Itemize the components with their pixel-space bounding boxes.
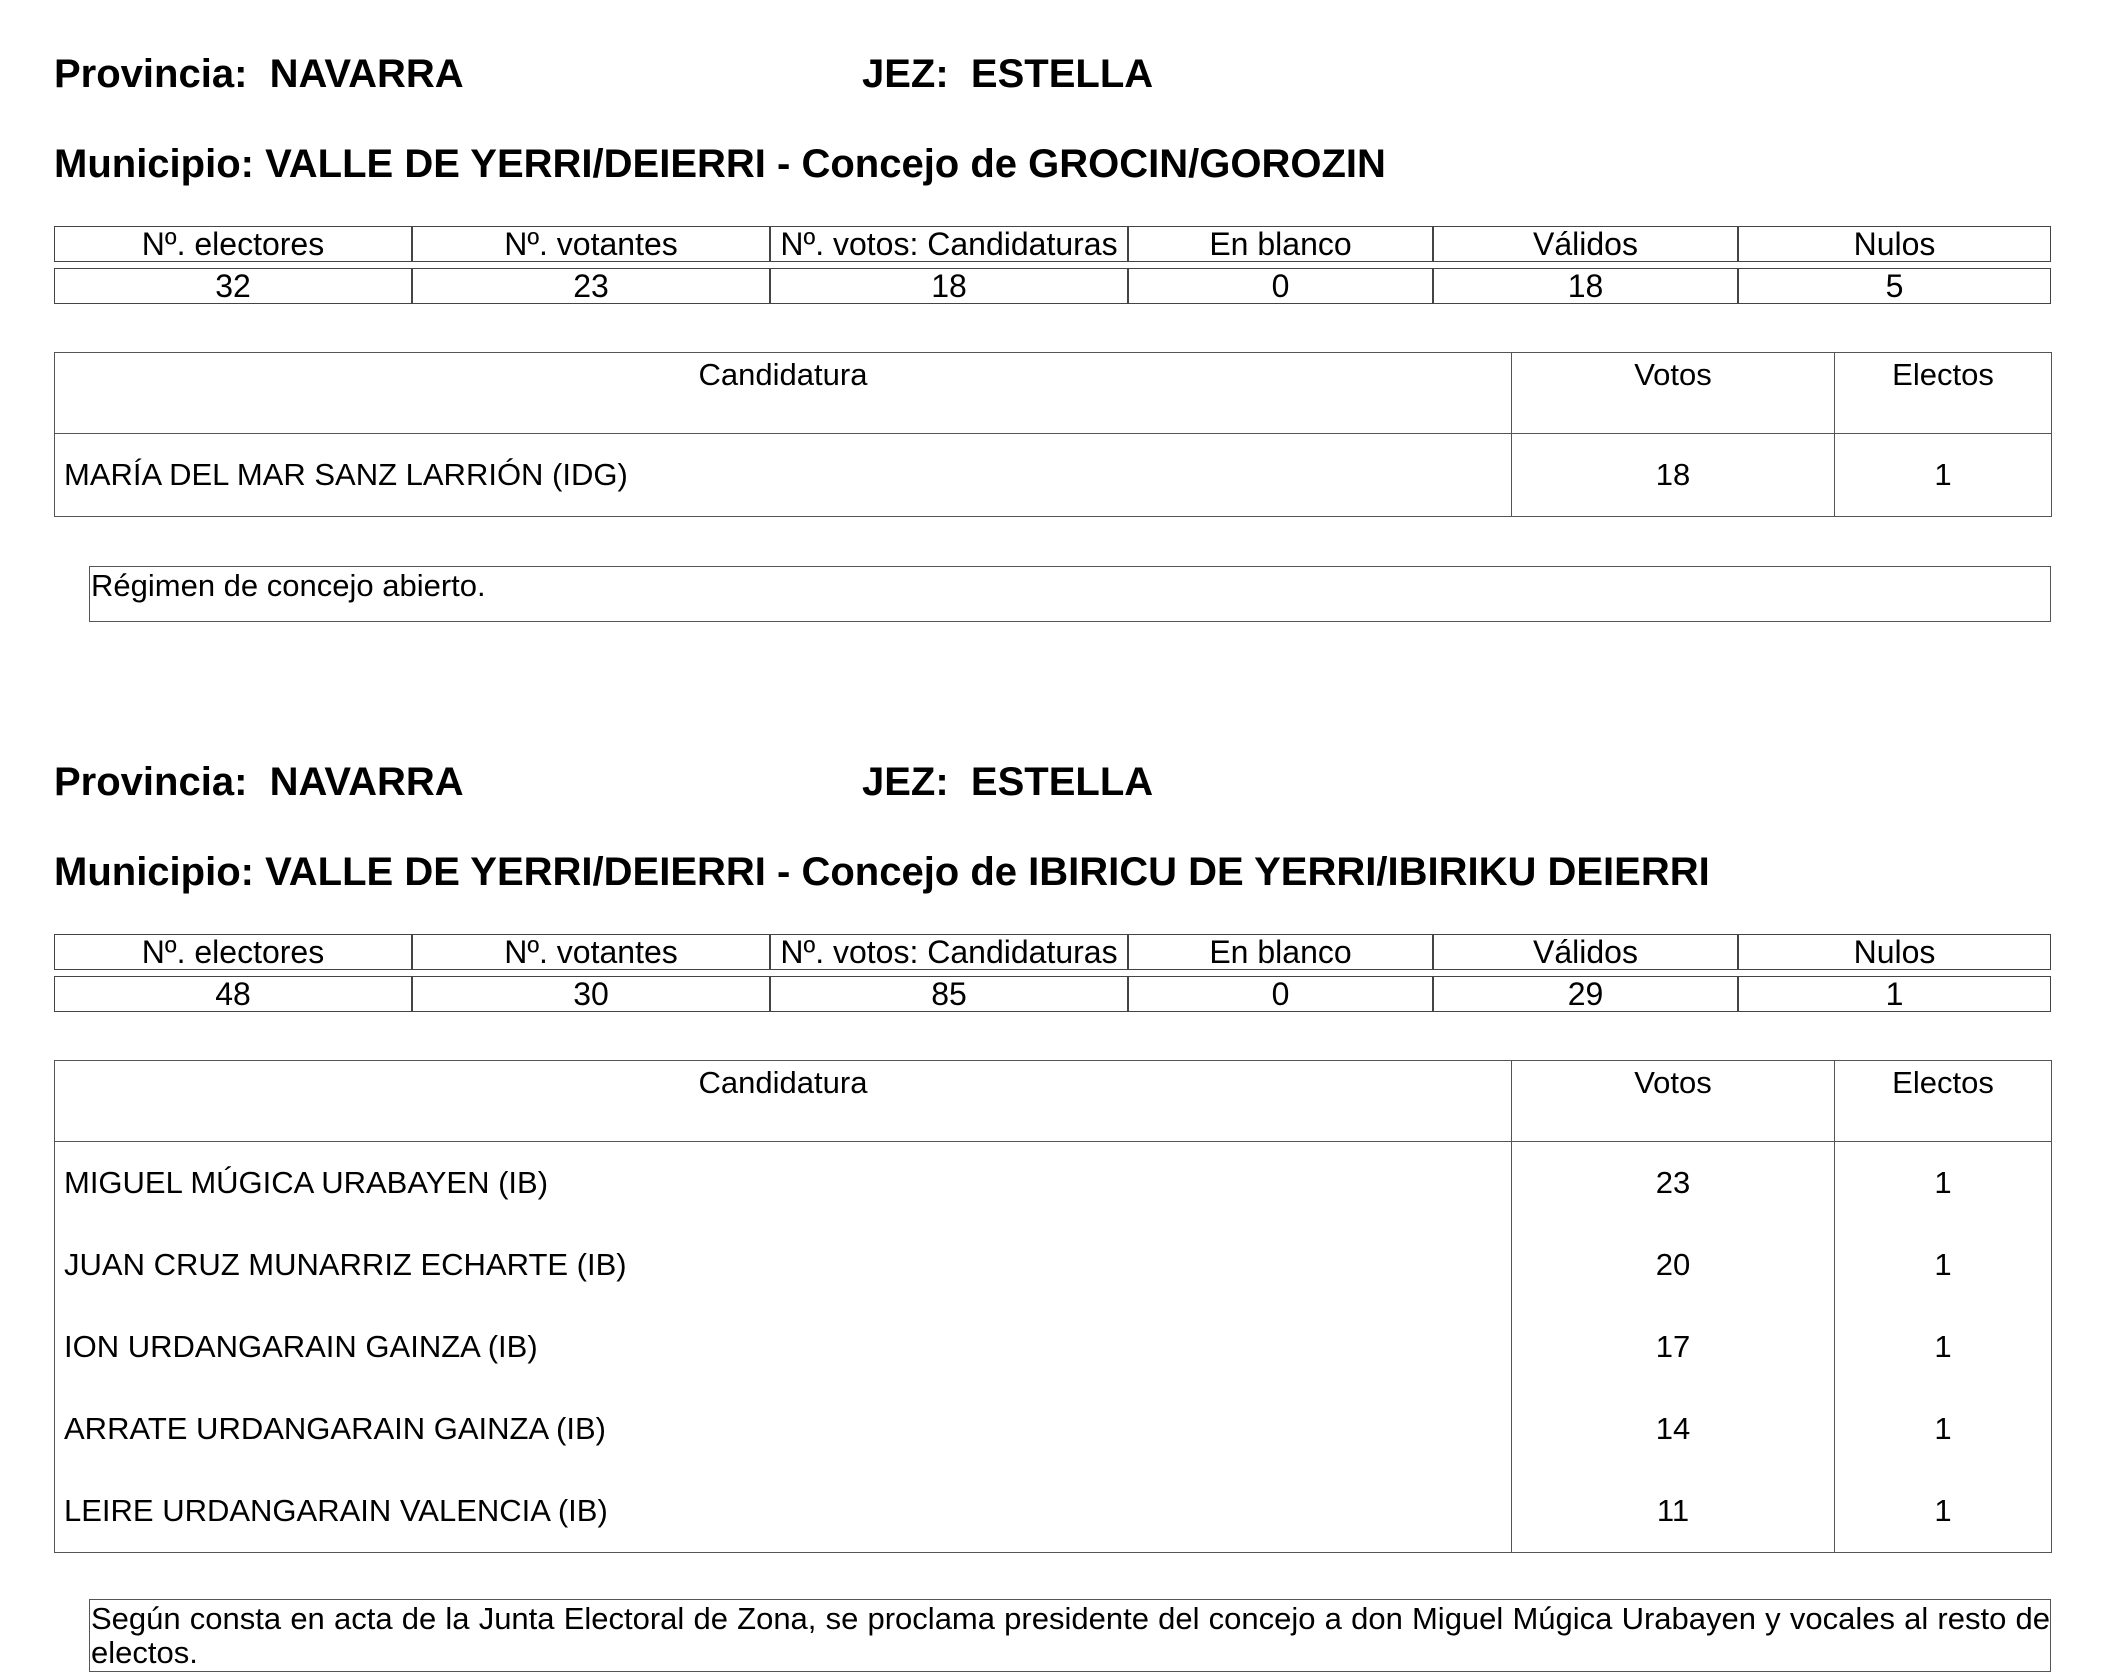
candidate-electos: 1 — [1835, 1470, 2052, 1553]
stats-value: 32 — [54, 268, 412, 304]
candidate-electos: 1 — [1835, 434, 2052, 517]
candidates-table — [54, 1060, 2052, 1553]
candidate-votos: 23 — [1512, 1142, 1835, 1225]
stats-header: Nº. electores — [54, 934, 412, 970]
provincia-label: Provincia: NAVARRA — [54, 52, 464, 96]
stats-value: 0 — [1128, 268, 1433, 304]
stats-header-row — [54, 934, 2051, 970]
candidate-name: ARRATE URDANGARAIN GAINZA (IB) — [55, 1388, 1512, 1470]
candidate-row — [55, 1388, 2052, 1470]
candidates-table — [54, 352, 2052, 517]
stats-table — [54, 226, 2051, 304]
stats-header: Nº. votos: Candidaturas — [770, 226, 1128, 262]
candidate-row — [55, 434, 2052, 517]
candidate-name: LEIRE URDANGARAIN VALENCIA (IB) — [55, 1470, 1512, 1553]
candidatura-header: Candidatura — [55, 1061, 1512, 1142]
candidate-row — [55, 1142, 2052, 1225]
candidates-header-row — [55, 1061, 2052, 1142]
stats-header: Nº. votantes — [412, 226, 770, 262]
jez-label: JEZ: ESTELLA — [862, 52, 1154, 96]
stats-header: Nulos — [1738, 934, 2051, 970]
stats-value: 18 — [1433, 268, 1738, 304]
electos-header: Electos — [1835, 353, 2052, 434]
provincia-label: Provincia: NAVARRA — [54, 760, 464, 804]
candidates-header-row — [55, 353, 2052, 434]
stats-value: 30 — [412, 976, 770, 1012]
candidate-name: MARÍA DEL MAR SANZ LARRIÓN (IDG) — [55, 434, 1512, 517]
votos-header: Votos — [1512, 1061, 1835, 1142]
municipio-title: Municipio: VALLE DE YERRI/DEIERRI - Concejo de IBIRICU DE YERRI/IBIRIKU DEIERRI — [54, 850, 1710, 894]
candidate-name: JUAN CRUZ MUNARRIZ ECHARTE (IB) — [55, 1224, 1512, 1306]
candidate-electos: 1 — [1835, 1224, 2052, 1306]
candidate-row — [55, 1306, 2052, 1388]
stats-value: 29 — [1433, 976, 1738, 1012]
votos-header: Votos — [1512, 353, 1835, 434]
candidate-votos: 11 — [1512, 1470, 1835, 1553]
stats-header: Válidos — [1433, 934, 1738, 970]
stats-header: En blanco — [1128, 934, 1433, 970]
concejo-section-ibiricu — [0, 708, 2126, 1670]
note-box: Según consta en acta de la Junta Electoral de Zona, se proclama presidente del concejo a don Miguel Múgica Urabayen y vocales al resto de electos. — [91, 1601, 2050, 1670]
candidate-votos: 14 — [1512, 1388, 1835, 1470]
stats-header: En blanco — [1128, 226, 1433, 262]
stats-value: 18 — [770, 268, 1128, 304]
stats-value: 23 — [412, 268, 770, 304]
stats-value: 1 — [1738, 976, 2051, 1012]
stats-header: Nulos — [1738, 226, 2051, 262]
stats-value: 5 — [1738, 268, 2051, 304]
candidate-name: MIGUEL MÚGICA URABAYEN (IB) — [55, 1142, 1512, 1225]
stats-value: 0 — [1128, 976, 1433, 1012]
note-box: Régimen de concejo abierto. — [89, 566, 2051, 622]
candidate-votos: 17 — [1512, 1306, 1835, 1388]
candidatura-header: Candidatura — [55, 353, 1512, 434]
candidate-votos: 18 — [1512, 434, 1835, 517]
stats-value-row — [54, 976, 2051, 1012]
candidate-row — [55, 1470, 2052, 1553]
candidate-votos: 20 — [1512, 1224, 1835, 1306]
candidate-electos: 1 — [1835, 1142, 2052, 1225]
stats-header: Nº. electores — [54, 226, 412, 262]
candidate-name: ION URDANGARAIN GAINZA (IB) — [55, 1306, 1512, 1388]
stats-value: 85 — [770, 976, 1128, 1012]
stats-header: Válidos — [1433, 226, 1738, 262]
stats-header: Nº. votantes — [412, 934, 770, 970]
candidate-row — [55, 1224, 2052, 1306]
stats-table — [54, 934, 2051, 1012]
concejo-section-grocin — [0, 0, 2126, 700]
stats-value-row — [54, 268, 2051, 304]
stats-header-row — [54, 226, 2051, 262]
candidate-electos: 1 — [1835, 1306, 2052, 1388]
jez-label: JEZ: ESTELLA — [862, 760, 1154, 804]
stats-value: 48 — [54, 976, 412, 1012]
electos-header: Electos — [1835, 1061, 2052, 1142]
municipio-title: Municipio: VALLE DE YERRI/DEIERRI - Concejo de GROCIN/GOROZIN — [54, 142, 1386, 186]
candidate-electos: 1 — [1835, 1388, 2052, 1470]
stats-header: Nº. votos: Candidaturas — [770, 934, 1128, 970]
